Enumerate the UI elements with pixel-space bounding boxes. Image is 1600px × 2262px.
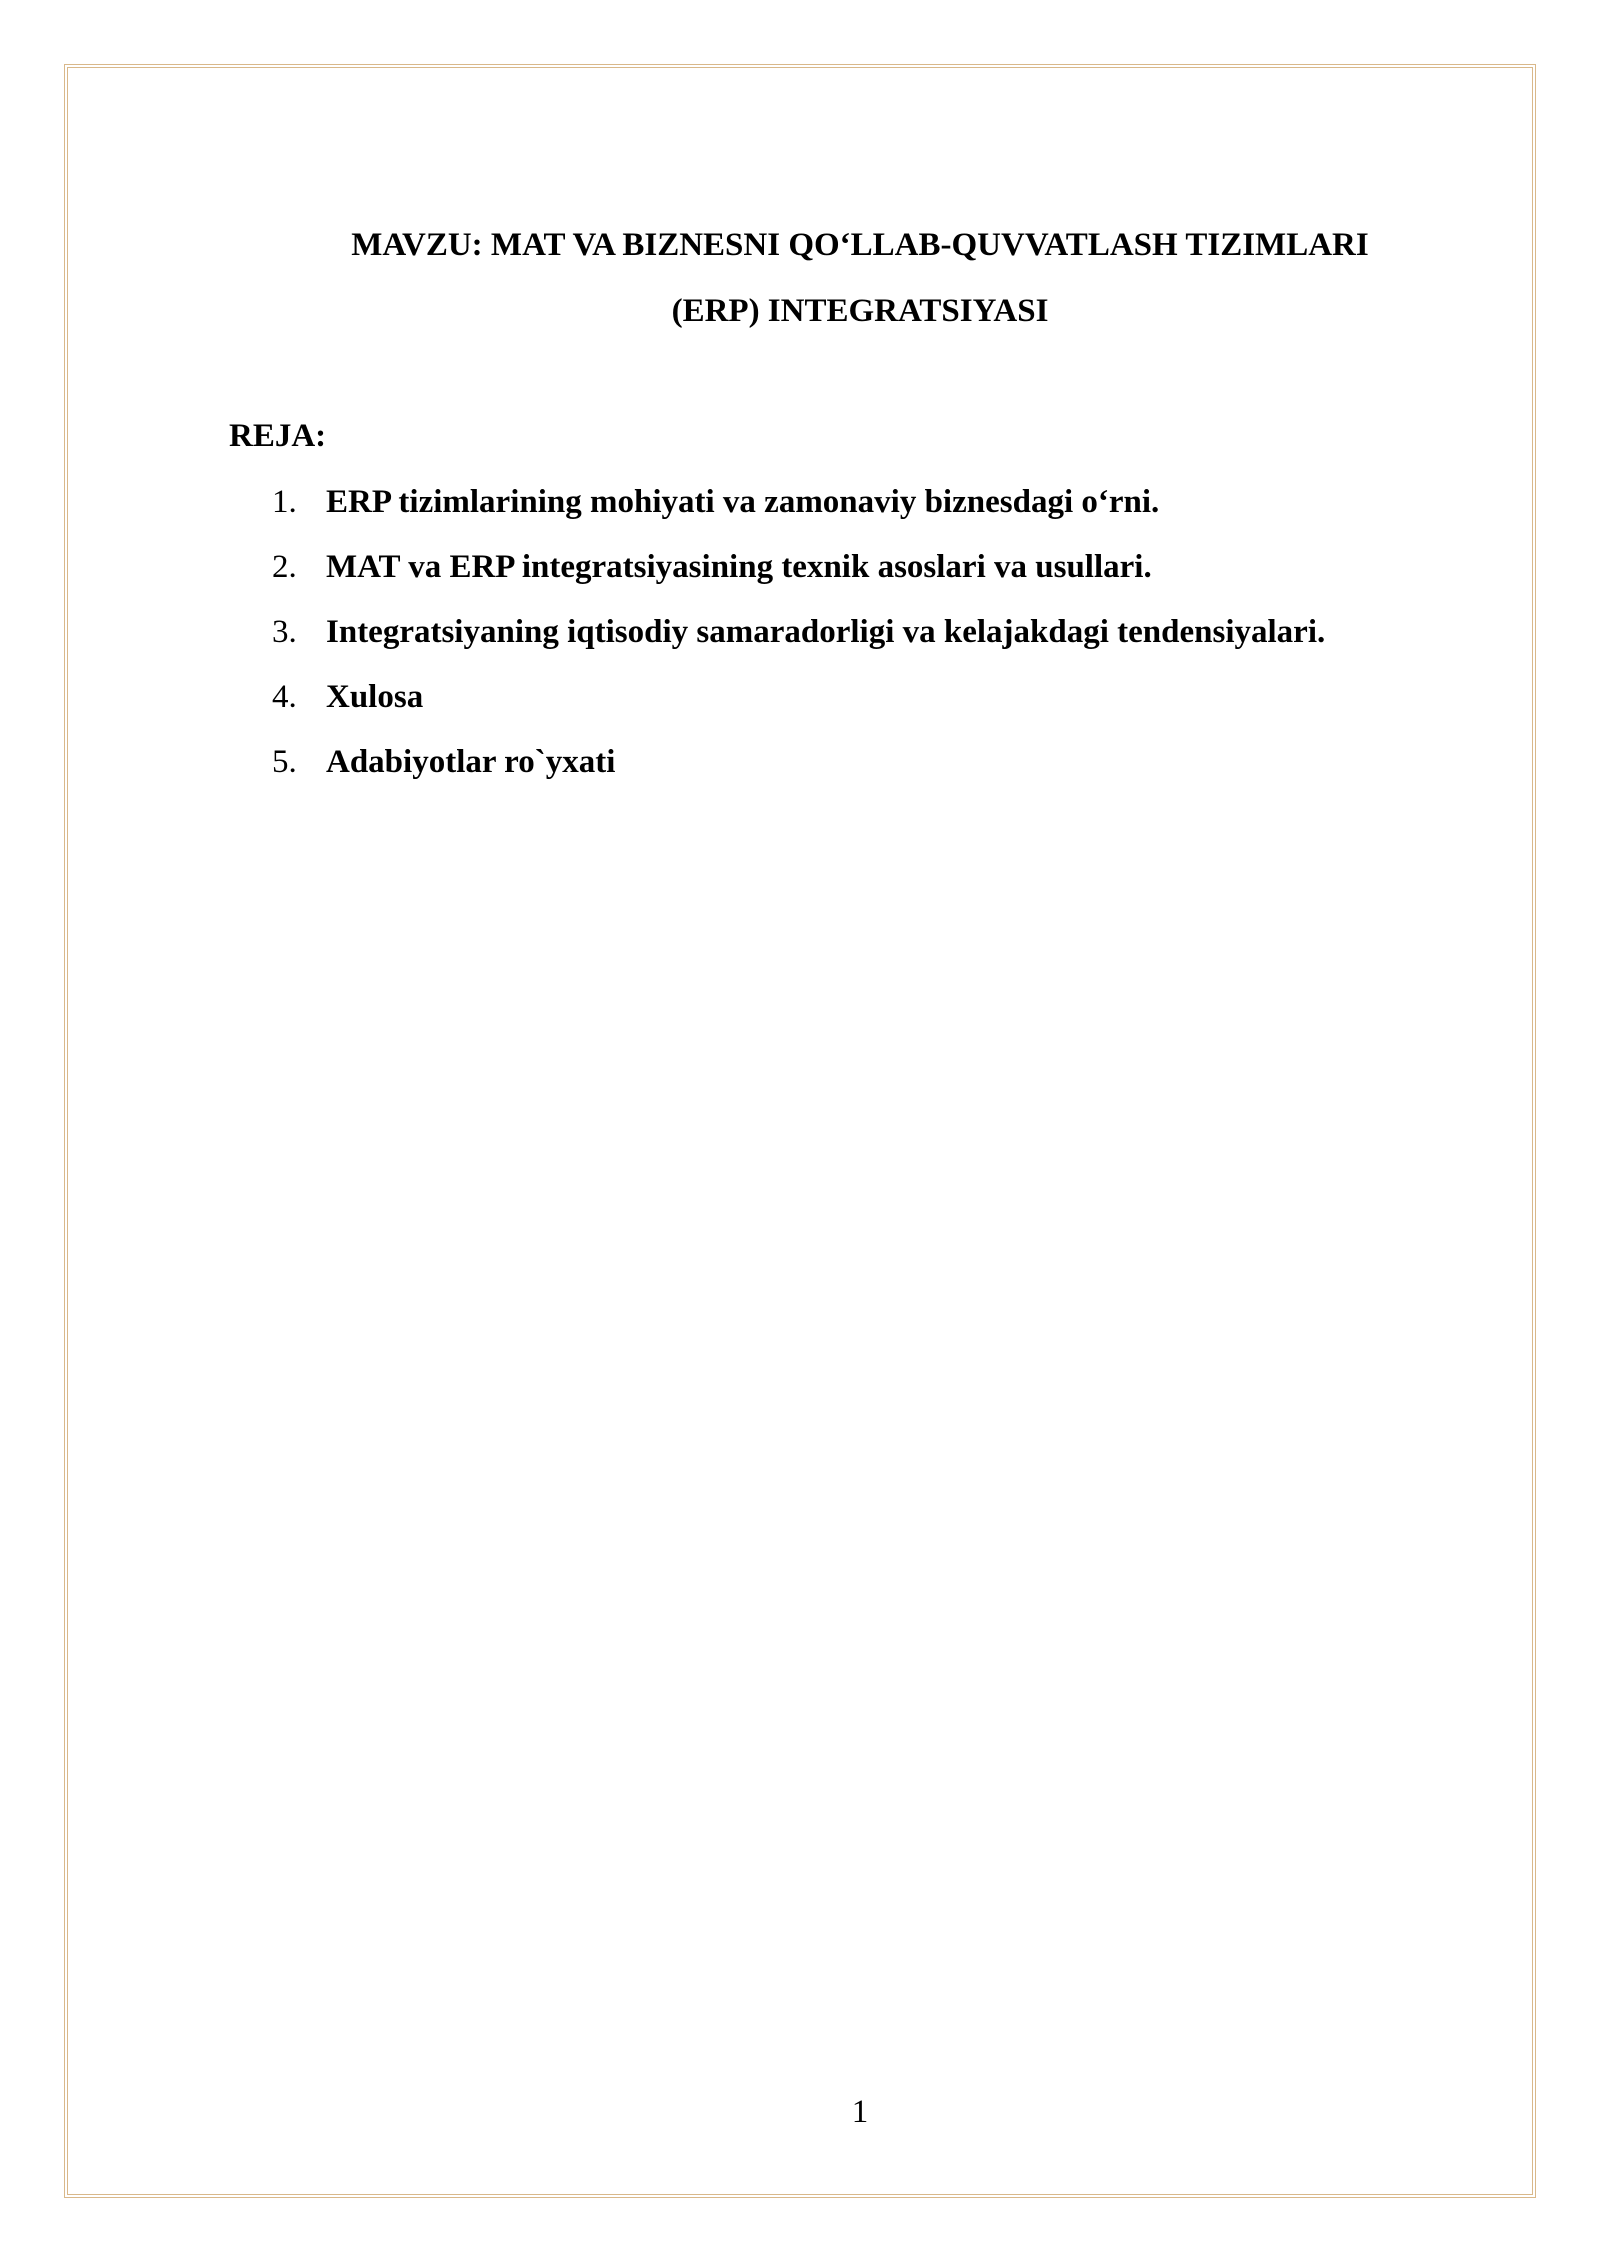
title-line-1: MAVZU: MAT VA BIZNESNI QO‘LLAB-QUVVATLASH TIZIMLARI [351,227,1369,263]
plan-item-text: Adabiyotlar ro`yxati [326,744,616,780]
plan-item-text: MAT va ERP integratsiyasining texnik asoslari va usullari. [326,549,1152,585]
plan-item-number: 4. [272,679,297,715]
plan-list [272,480,1325,805]
plan-item-5 [272,740,1325,805]
page-border [64,64,1536,2198]
document-title [180,212,1540,344]
plan-item-number: 1. [272,484,297,520]
plan-item-text: Integratsiyaning iqtisodiy samaradorligi va kelajakdagi tendensiyalari. [326,614,1326,650]
plan-item-number: 2. [272,549,297,585]
plan-item-text: ERP tizimlarining mohiyati va zamonaviy biznesdagi o‘rni. [326,484,1160,520]
plan-item-3 [272,610,1325,675]
plan-item-number: 5. [272,744,297,780]
plan-item-1 [272,480,1325,545]
page-number: 1 [851,2094,869,2130]
title-line-2: (ERP) INTEGRATSIYASI [671,293,1049,329]
plan-heading: REJA: [229,418,327,454]
plan-item-text: Xulosa [326,679,424,715]
plan-item-number: 3. [272,614,297,650]
plan-item-2 [272,545,1325,610]
plan-item-4 [272,675,1325,740]
